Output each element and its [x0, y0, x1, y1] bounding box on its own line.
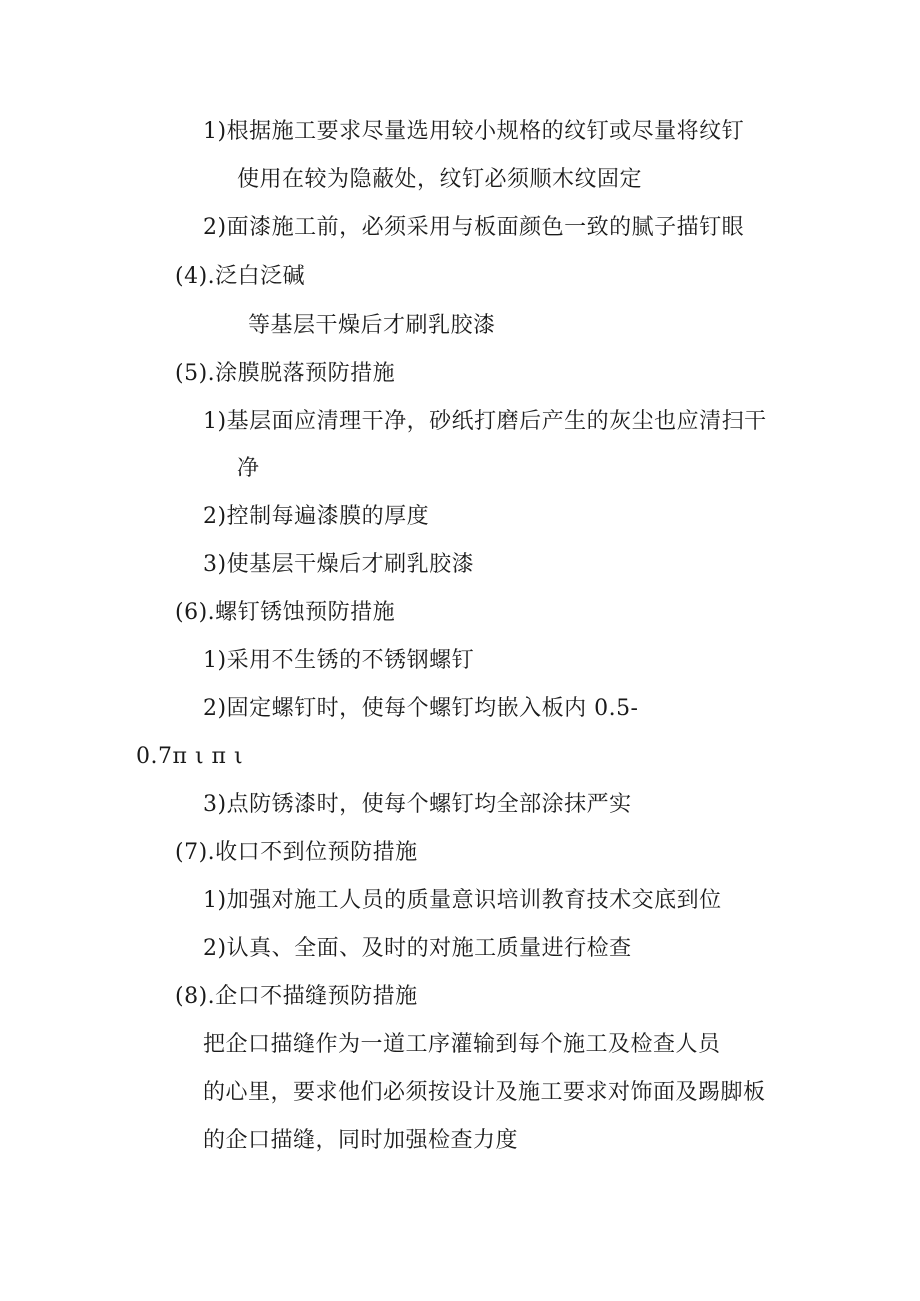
section-heading: (4).泛白泛碱	[175, 264, 306, 289]
text-line: 1)采用不生锈的不锈钢螺钉	[203, 648, 475, 673]
text-line: 0.7π ι π ι	[136, 744, 244, 769]
text-line: 3)点防锈漆时，使每个螺钉均全部涂抹严实	[203, 792, 632, 817]
text-line: 等基层干燥后才刷乳胶漆	[248, 313, 496, 338]
text-line: 2)固定螺钉时，使每个螺钉均嵌入板内 0.5-	[203, 696, 639, 721]
text-line: 1)加强对施工人员的质量意识培训教育技术交底到位	[203, 888, 722, 913]
text-line: 净	[237, 456, 260, 481]
text-line: 2)控制每遍漆膜的厚度	[203, 504, 430, 529]
section-heading: (5).涂膜脱落预防措施	[175, 361, 396, 386]
text-line: 1)基层面应清理干净，砂纸打磨后产生的灰尘也应清扫干	[203, 409, 767, 434]
text-line: 使用在较为隐蔽处，纹钉必须顺木纹固定	[237, 167, 643, 192]
section-heading: (8).企口不描缝预防措施	[175, 984, 418, 1009]
text-line: 的心里，要求他们必须按设计及施工要求对饰面及踢脚板	[203, 1080, 766, 1105]
section-heading: (6).螺钉锈蚀预防措施	[175, 600, 396, 625]
text-line: 的企口描缝，同时加强检查力度	[203, 1128, 519, 1153]
text-line: 2)认真、全面、及时的对施工质量进行检查	[203, 936, 632, 961]
text-line: 3)使基层干燥后才刷乳胶漆	[203, 552, 475, 577]
text-line: 2)面漆施工前，必须采用与板面颜色一致的腻子描钉眼	[203, 215, 745, 240]
section-heading: (7).收口不到位预防措施	[175, 840, 418, 865]
text-line: 把企口描缝作为一道工序灌输到每个施工及检查人员	[203, 1032, 721, 1057]
text-line: 1)根据施工要求尽量选用较小规格的纹钉或尽量将纹钉	[203, 119, 745, 144]
